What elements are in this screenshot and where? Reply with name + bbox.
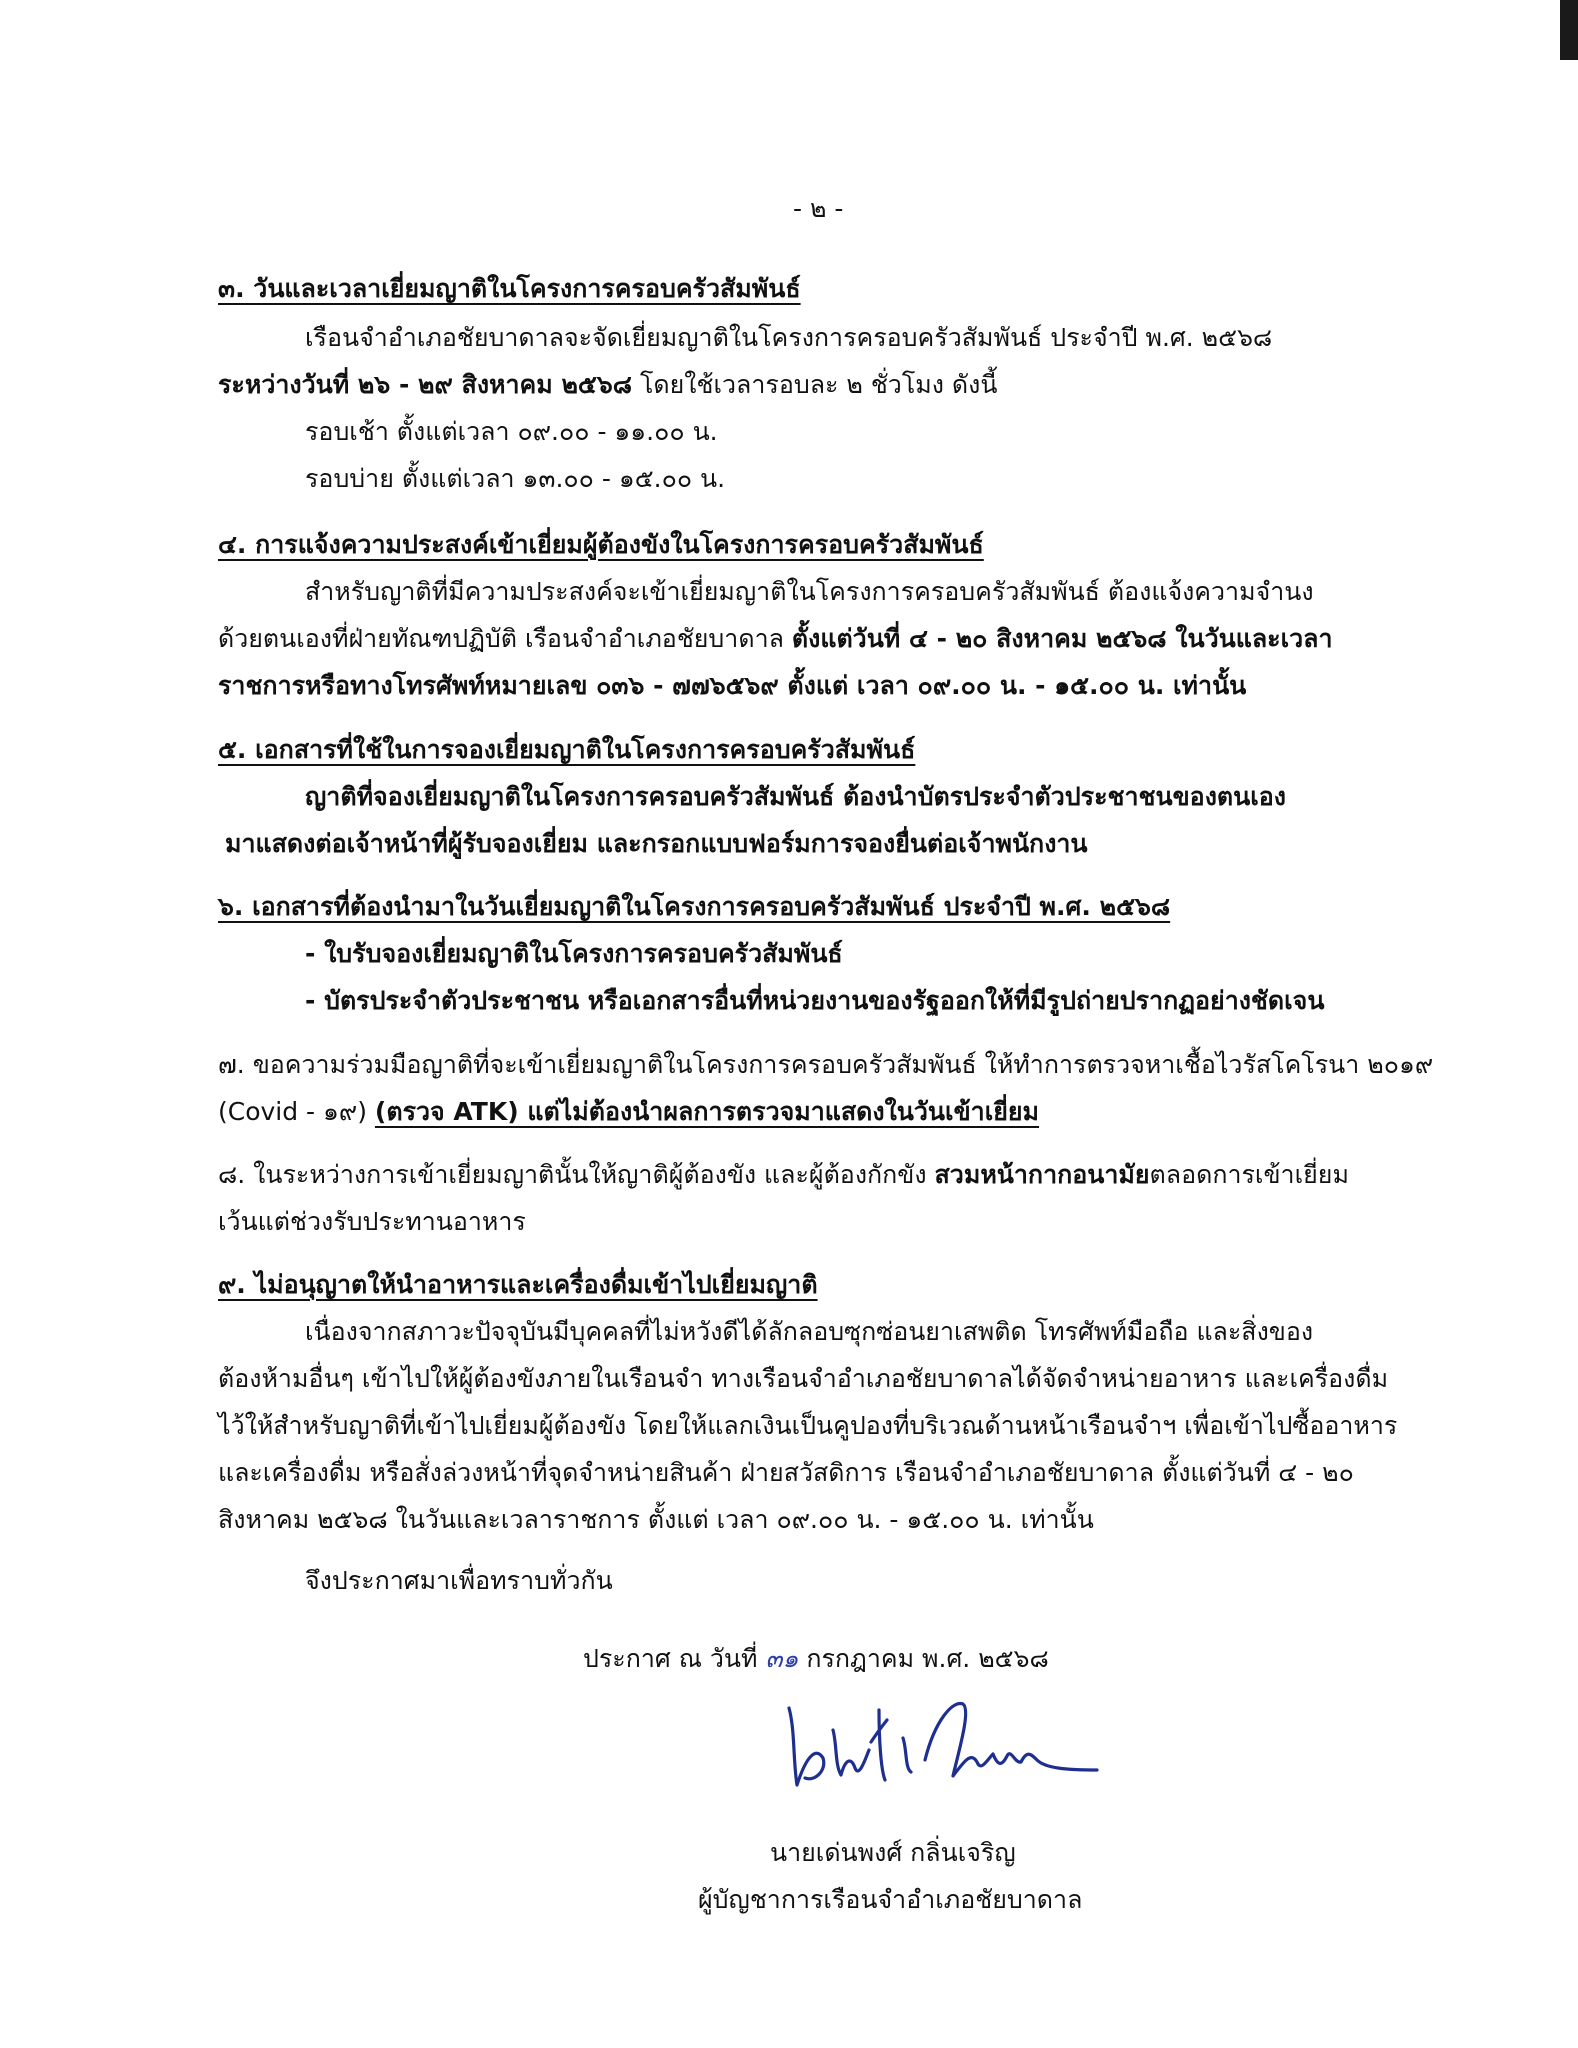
section3-duration: โดยใช้เวลารอบละ ๒ ชั่วโมง ดังนี้	[632, 370, 998, 399]
section8-end: ตลอดการเข้าเยี่ยม	[1149, 1160, 1349, 1189]
closing-statement: จึงประกาศมาเพื่อทราบทั่วกัน	[305, 1566, 613, 1595]
signer-title: ผู้บัญชาการเรือนจำอำเภอชัยบาดาล	[698, 1885, 1083, 1914]
section3-line1: เรือนจำอำเภอชัยบาดาลจะจัดเยี่ยมญาติในโครงการครอบครัวสัมพันธ์ ประจำปี พ.ศ. ๒๕๖๘	[305, 323, 1273, 352]
section9-line4: และเครื่องดื่ม หรือสั่งล่วงหน้าที่จุดจำหน่ายสินค้า ฝ่ายสวัสดิการ เรือนจำอำเภอชัยบาดาล ตั้งแต่วันที่ ๔ - ๒๐	[218, 1458, 1354, 1487]
announce-date-suffix: กรกฎาคม พ.ศ. ๒๕๖๘	[798, 1644, 1049, 1673]
section9-line5: สิงหาคม ๒๕๖๘ ในวันและเวลาราชการ ตั้งแต่ เวลา ๐๙.๐๐ น. - ๑๕.๐๐ น. เท่านั้น	[218, 1505, 1094, 1534]
section8-line1	[218, 1160, 1349, 1190]
section4-heading: ๔. การแจ้งความประสงค์เข้าเยี่ยมผู้ต้องขังในโครงการครอบครัวสัมพันธ์	[218, 530, 984, 559]
section7-line2	[218, 1097, 1039, 1127]
section8-mask: สวมหน้ากากอนามัย	[934, 1160, 1150, 1189]
section3-heading: ๓. วันและเวลาเยี่ยมญาติในโครงการครอบครัวสัมพันธ์	[218, 274, 801, 303]
section4-dates: ตั้งแต่วันที่ ๔ - ๒๐ สิงหาคม ๒๕๖๘ ในวันและเวลา	[791, 624, 1333, 653]
section7-atk-note: (ตรวจ ATK) แต่ไม่ต้องนำผลการตรวจมาแสดงในวันเข้าเยี่ยม	[374, 1097, 1040, 1126]
section4-line1: สำหรับญาติที่มีความประสงค์จะเข้าเยี่ยมญาติในโครงการครอบครัวสัมพันธ์ ต้องแจ้งความจำนง	[305, 577, 1314, 606]
announce-date-prefix: ประกาศ ณ วันที่	[583, 1644, 766, 1673]
announce-date	[583, 1644, 1049, 1674]
section4-office: ด้วยตนเองที่ฝ่ายทัณฑปฏิบัติ เรือนจำอำเภอชัยบาดาล	[218, 624, 792, 653]
section6-heading: ๖. เอกสารที่ต้องนำมาในวันเยี่ยมญาติในโครงการครอบครัวสัมพันธ์ ประจำปี พ.ศ. ๒๕๖๘	[218, 892, 1171, 921]
section4-line3: ราชการหรือทางโทรศัพท์หมายเลข ๐๓๖ - ๗๗๖๕๖๙ ตั้งแต่ เวลา ๐๙.๐๐ น. - ๑๕.๐๐ น. เท่านั้น	[218, 671, 1247, 700]
section8-start: ๘. ในระหว่างการเข้าเยี่ยมญาตินั้นให้ญาติผู้ต้องขัง และผู้ต้องกักขัง	[218, 1160, 935, 1189]
section5-heading: ๕. เอกสารที่ใช้ในการจองเยี่ยมญาติในโครงการครอบครัวสัมพันธ์	[218, 735, 916, 764]
announce-day-handwritten: ๓๑	[765, 1644, 799, 1673]
section9-line1: เนื่องจากสภาวะปัจจุบันมีบุคคลที่ไม่หวังดีได้ลักลอบซุกซ่อนยาเสพติด โทรศัพท์มือถือ และสิ่งของ	[305, 1317, 1314, 1346]
section3-morning-round: รอบเช้า ตั้งแต่เวลา ๐๙.๐๐ - ๑๑.๐๐ น.	[305, 417, 718, 446]
section6-item1: - ใบรับจองเยี่ยมญาติในโครงการครอบครัวสัมพันธ์	[305, 939, 843, 968]
section9-heading: ๙. ไม่อนุญาตให้นำอาหารและเครื่องดื่มเข้าไปเยี่ยมญาติ	[218, 1270, 818, 1299]
section4-line2	[218, 624, 1333, 654]
section7-line1: ๗. ขอความร่วมมือญาติที่จะเข้าเยี่ยมญาติในโครงการครอบครัวสัมพันธ์ ให้ทำการตรวจหาเชื้อไวรัสโคโรนา ๒๐๑๙	[218, 1050, 1434, 1079]
section6-item2: - บัตรประจำตัวประชาชน หรือเอกสารอื่นที่หน่วยงานของรัฐออกให้ที่มีรูปถ่ายปรากฏอย่างชัดเจน	[305, 986, 1325, 1015]
section8-line2: เว้นแต่ช่วงรับประทานอาหาร	[218, 1207, 526, 1236]
section3-line2	[218, 370, 997, 400]
signer-name: นายเด่นพงศ์ กลิ่นเจริญ	[770, 1838, 1016, 1867]
section5-line2: มาแสดงต่อเจ้าหน้าที่ผู้รับจองเยี่ยม และกรอกแบบฟอร์มการจองยื่นต่อเจ้าพนักงาน	[225, 829, 1088, 858]
section5-line1: ญาติที่จองเยี่ยมญาติในโครงการครอบครัวสัมพันธ์ ต้องนำบัตรประจำตัวประชาชนของตนเอง	[305, 782, 1286, 811]
section9-line3: ไว้ให้สำหรับญาติที่เข้าไปเยี่ยมผู้ต้องขัง โดยให้แลกเงินเป็นคูปองที่บริเวณด้านหน้าเรือนจำฯ เพื่อเข้าไปซื้ออาหาร	[218, 1411, 1398, 1440]
scan-edge-mark	[1560, 0, 1578, 60]
section3-afternoon-round: รอบบ่าย ตั้งแต่เวลา ๑๓.๐๐ - ๑๕.๐๐ น.	[305, 464, 726, 493]
section9-line2: ต้องห้ามอื่นๆ เข้าไปให้ผู้ต้องขังภายในเรือนจำ ทางเรือนจำอำเภอชัยบาดาลได้จัดจำหน่ายอาหาร และเครื่องดื่ม	[218, 1364, 1389, 1393]
section3-dates: ระหว่างวันที่ ๒๖ - ๒๙ สิงหาคม ๒๕๖๘	[218, 370, 633, 399]
section7-covid: (Covid - ๑๙)	[218, 1097, 375, 1126]
page-number: - ๒ -	[793, 194, 844, 223]
handwritten-signature	[775, 1690, 1105, 1800]
